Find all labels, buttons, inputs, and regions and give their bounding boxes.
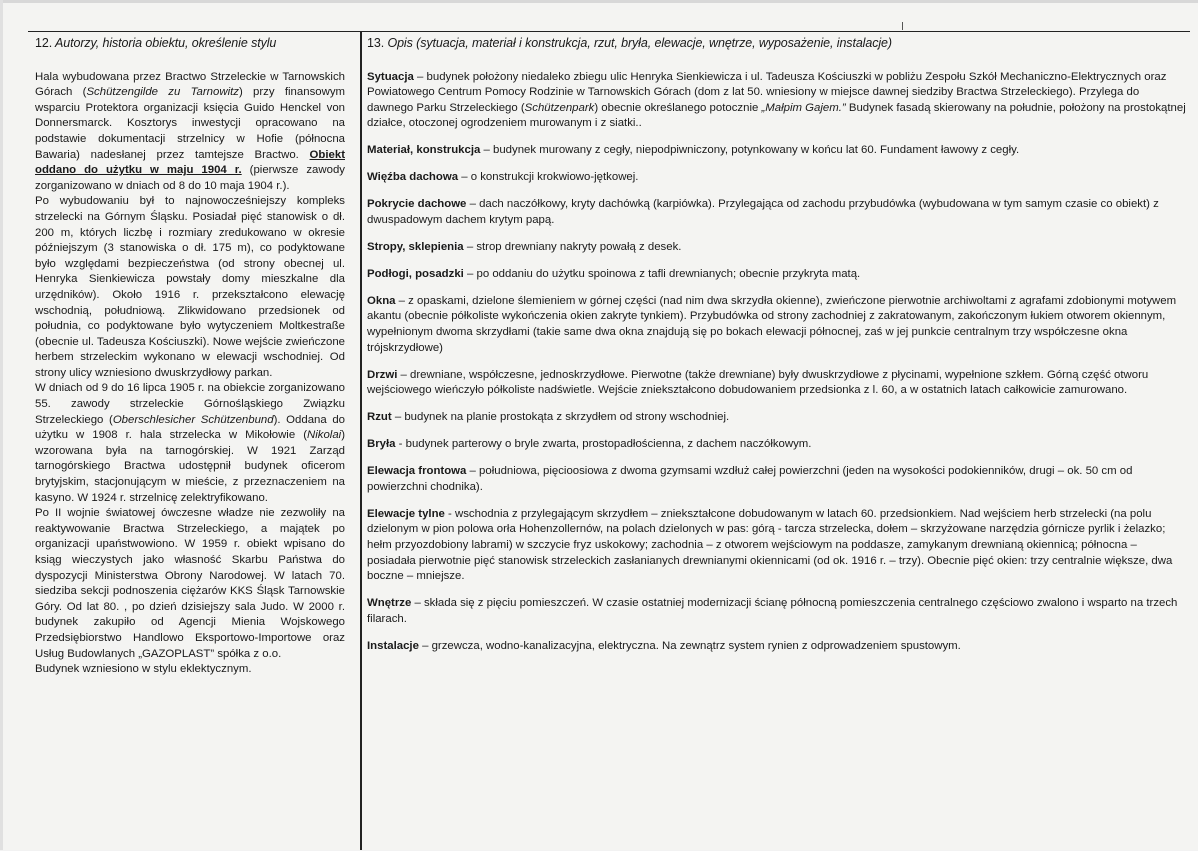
field-label: Stropy, sklepienia (367, 240, 464, 253)
description-material (367, 143, 1187, 159)
section-13-heading (367, 36, 1187, 52)
text-run: W dniach od 9 do 16 lipca 1905 r. na obiekcie zorganizowano 55. zawody strzeleckie Górnośląskiego Związku Strzeleckiego ( (35, 382, 345, 426)
page-tick-mark (902, 22, 903, 30)
field-label: Więźba dachowa (367, 171, 459, 184)
text-run: – o konstrukcji krokwiowo-jętkowej. (458, 171, 639, 184)
text-run-italic: Oberschlesicher Schützenbund (112, 413, 274, 426)
section-title: Opis (sytuacja, materiał i konstrukcja, rzut, bryła, elewacje, wnętrze, wyposażenie, instalacje) (387, 36, 892, 50)
description-podlogi (367, 267, 1187, 283)
text-run-underlined: Obiekt oddano do użytku w maju 1904 r. (35, 148, 345, 177)
description-instalacje (367, 639, 1187, 655)
text-run: - wschodnia z przylegającym skrzydłem – zniekształcone dobudowanym w latach 60. przedsionkiem. Nad wejściem herb strzelecki (na polu dzielonym w pion polowa orła Hohenzollernów, na polach dzielonych w pas: górą - tarcza strzelecka, dołem – skrzyżowane narzędzia górnicze pyrlik i żelazko; hełm przyozdobiony labrami) w szczycie fryz uskokowy; zachodnia – z otworem wejściowym na poddasze, zamykanym drewnianą okiennicą; północna – posiadała pierwotnie pięć stanowisk strzeleckich zasłanianych drewnianymi okiennicami (od ok. 1916 r. – trzy). Obecnie pięć okien: trzy centralnie większe, dwa boczne – mniejsze. (367, 507, 1173, 583)
history-paragraph: Po wybudowaniu był to najnowocześniejszy kompleks strzelecki na Górnym Śląsku. Posiadał pięć stanowisk o dł. 200 m, których liczbę i rozmiary zredukowano w okresie późniejszym (3 stanowiska o dł. 175 m), co podyktowane było względami bezpieczeństwa (od strony obecnej ul. Henryka Sienkiewicza powstały domy mieszkalne dla urzędników). Około 1916 r. przekształcono elewację wschodnią, południową. Zlikwidowano przedsionek od południa, co podyktowane było wytyczeniem Moltkestraße (obecnie ul. Tadeusza Kościuszki). Nowe wejście zwieńczone herbem strzeleckim wykonano w elewacji wschodniej. Od strony ulicy wzniesiono dwuskrzydłowy parkan. (35, 195, 346, 379)
field-label: Podłogi, posadzki (367, 267, 464, 280)
description-column (367, 34, 1187, 666)
text-run: – budynek na planie prostokąta z skrzydłem od strony wschodniej. (391, 411, 730, 424)
text-run-italic: „Małpim Gajem.” (761, 101, 846, 114)
text-run: Hala wybudowana przez Bractwo Strzeleckie w Tarnowskich Górach ( (35, 70, 345, 99)
text-run: (pierwsze zawody zorganizowano w dniach od 8 do 10 maja 1904 r.). (35, 164, 345, 192)
history-column (35, 34, 345, 678)
history-paragraph: Budynek wzniesiono w stylu eklektycznym. (35, 663, 252, 676)
field-label: Okna (367, 294, 396, 307)
field-label: Bryła (367, 438, 396, 451)
field-label: Pokrycie dachowe (367, 198, 467, 211)
text-run: – składa się z pięciu pomieszczeń. W czasie ostatniej modernizacji ścianę północną pomieszczenia centralnego częściowo zwalono i wsparto na trzech filarach. (367, 597, 1178, 625)
description-wnetrze (367, 596, 1187, 627)
description-stropy (367, 240, 1187, 256)
text-run: – grzewcza, wodno-kanalizacyjna, elektryczna. Na zewnątrz system rynien z odprowadzeniem spustowym. (418, 639, 961, 652)
description-elewacja-frontowa (367, 464, 1187, 495)
text-run-italic: Nikolai (307, 429, 342, 442)
field-label: Drzwi (367, 368, 398, 381)
section-number: 12. (35, 36, 53, 50)
field-label: Instalacje (367, 639, 419, 652)
history-paragraph (35, 381, 345, 506)
description-okna (367, 294, 1187, 356)
text-run: – południowa, pięcioosiowa z dwoma gzymsami wzdłuż całej powierzchni (jeden na wysokości podokienników, drugi – ok. 50 cm od powierzchni chodnika). (367, 465, 1133, 493)
text-run: ) przy finansowym wsparciu Protektora organizacji księcia Guido Henckel von Donnersmarck. Kosztorys inwestycji opracowano na podstawie dokumentacji strzelnicy w Hofie (północna Bawaria) nadesłanej przez tamtejsze Bractwo. (35, 86, 346, 161)
section-number: 13. (367, 36, 385, 50)
field-label: Rzut (367, 411, 392, 424)
description-wiezba (367, 170, 1187, 186)
text-run-italic: Schützengilde zu Tarnowitz (86, 86, 239, 99)
section-12-heading (35, 36, 345, 52)
description-bryla (367, 437, 1187, 453)
text-run: – drewniane, współczesne, jednoskrzydłowe. Pierwotne (także drewniane) były dwuskrzydłowe z płycinami, wypełnione szkłem. Górną część otworu wejściowego wieńczyło półkoliste nadświetle. Wejście zniekształcono dobudowaniem przedsionka z l. 60, a w ostatnich latach całkowicie zamurowano. (367, 368, 1149, 397)
text-run-italic: Schützenpark (524, 101, 595, 114)
description-drzwi (367, 368, 1187, 399)
text-run: ) wzorowana była na tarnogórskiej. W 1921 Zarząd tarnogórskiego Bractwa udostępnił budynek oficerom brytyjskim, stacjonującym w mieście, z przeznaczeniem na kasyno. W 1924 r. strzelnicę zelektryfikowano. (35, 429, 345, 504)
history-paragraph (35, 70, 345, 195)
field-label: Materiał, konstrukcja (367, 144, 481, 157)
column-divider (360, 31, 362, 850)
text-run: ). Oddana do użytku w 1908 r. hala strzelecka w Mikołowie ( (35, 413, 345, 442)
scan-edge (0, 0, 3, 850)
field-label: Sytuacja (367, 70, 414, 83)
description-elewacje-tylne (367, 507, 1187, 585)
description-sytuacja (367, 70, 1187, 132)
history-paragraph: Po II wojnie światowej ówczesne władze nie zezwoliły na reaktywowanie Bractwa Strzeleckiego, a majątek po organizacji upaństwowiono. W 1959 r. obiekt wpisano do ksiąg wieczystych jako własność Skarbu Państwa do dyspozycji Ministerstwa Obrony Narodowej. W latach 70. siedziba sekcji podnoszenia ciężarów KKS Śląsk Tarnowskie Góry. Od lat 80. , po dzień dzisiejszy sala Judo. W 2000 r. budynek zakupiło od Agencji Mienia Wojskowego Przedsiębiorstwo Handlowo Eksportowo-Importowe oraz Usług Budowlanych „GAZOPLAST” spółka z o.o. (35, 507, 345, 660)
text-run: ) obecnie określanego potocznie (594, 101, 762, 114)
text-run: – strop drewniany nakryty powałą z desek. (463, 240, 682, 253)
text-run: – po oddaniu do użytku spoinowa z tafli drewnianych; obecnie przykryta matą. (463, 267, 861, 280)
text-run: – dach naczółkowy, kryty dachówką (karpiówka). Przylegająca od zachodu przybudówka (wybudowana w tym samym czasie co obiekt) z dwuspadowym dachem krytym papą. (367, 198, 1159, 226)
field-label: Elewacja frontowa (367, 465, 467, 478)
section-title: Autorzy, historia obiektu, określenie stylu (55, 36, 277, 50)
field-label: Elewacje tylne (367, 507, 445, 520)
text-run: – budynek położony niedaleko zbiegu ulic Henryka Sienkiewicza i ul. Tadeusza Kościuszki w pobliżu Zespołu Szkół Mechaniczno-Elektrycznych oraz Powiatowego Centrum Pomocy Rodzinie w Tarnowskich Górach (dom z lat 50. wniesiony w miejsce dawnej siedziby Bractwa Strzeleckiego). Przylega do dawnego Parku Strzeleckiego ( (367, 70, 1167, 114)
field-label: Wnętrze (367, 597, 412, 610)
text-run: – budynek murowany z cegły, niepodpiwniczony, potynkowany w końcu lat 60. Fundament ławowy z cegły. (480, 144, 1020, 157)
text-run: – z opaskami, dzielone ślemieniem w górnej części (nad nim dwa skrzydła okienne), zwieńczone pierwotnie archiwoltami z agrafami zdobionymi motywem akantu (obecnie półkoliste wykończenia okien zakryte tynkiem). Przybudówka od strony zachodniej z zakratowanym, zakończonym łukiem otworem okiennym, wypełnionym dwoma skrzydłami (takie same dwa okna znajdują się po bokach elewacji północnej, zaś w jej punkcie centralnym trzy współczesne okna trójskrzydłowe) (367, 294, 1177, 354)
text-run: - budynek parterowy o bryle zwarta, prostopadłościenna, z dachem naczółkowym. (395, 438, 812, 451)
text-run: Budynek fasadą skierowany na południe, położony na prostokątnej działce, otoczonej ogrodzeniem murowanym i z siatki.. (367, 101, 1186, 130)
description-rzut (367, 410, 1187, 426)
description-pokrycie (367, 197, 1187, 228)
scan-edge (0, 0, 1198, 3)
